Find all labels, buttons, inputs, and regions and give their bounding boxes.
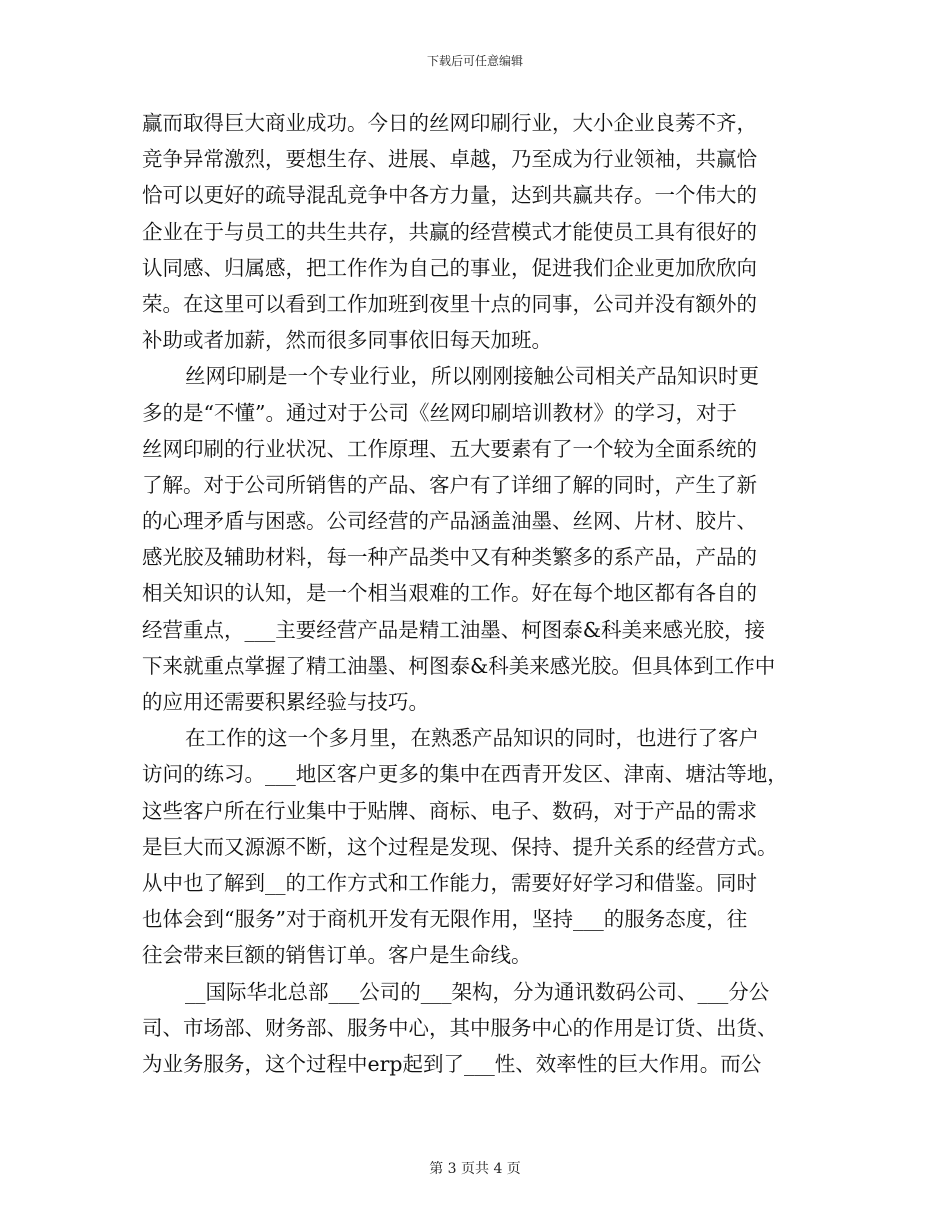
text-line: 这些客户所在行业集中于贴牌、商标、电子、数码，对于产品的需求 — [142, 798, 757, 823]
text-line: 经营重点，___主要经营产品是精工油墨、柯图泰&科美来感光胶，接 — [142, 617, 765, 642]
text-line: 丝网印刷是一个专业行业，所以刚刚接触公司相关产品知识时更 — [185, 364, 759, 389]
paragraph — [142, 720, 814, 973]
text-line: 访问的练习。___地区客户更多的集中在西青开发区、津南、塘沽等地， — [142, 762, 788, 787]
text-line: 往会带来巨额的销售订单。客户是生命线。 — [142, 943, 532, 968]
paragraph — [142, 974, 814, 1083]
text-line: 多的是“不懂”。通过对于公司《丝网印刷培训教材》的学习，对于 — [142, 400, 737, 425]
text-line: 丝网印刷的行业状况、工作原理、五大要素有了一个较为全面系统的 — [142, 436, 757, 461]
text-line: 的心理矛盾与困惑。公司经营的产品涵盖油墨、丝网、片材、胶片、 — [142, 509, 757, 534]
text-line: 了解。对于公司所销售的产品、客户有了详细了解的同时，产生了新 — [142, 472, 757, 497]
text-line: 的应用还需要积累经验与技巧。 — [142, 690, 429, 714]
text-line: 下来就重点掌握了精工油墨、柯图泰&科美来感光胶。但具体到工作中 — [142, 653, 776, 678]
text-line: 司、市场部、财务部、服务中心，其中服务中心的作用是订货、出货、 — [142, 1015, 778, 1040]
document-body — [142, 105, 814, 1082]
text-line: 为业务服务，这个过程中erp起到了___性、效率性的巨大作用。而公 — [142, 1051, 762, 1076]
text-line: __国际华北总部___公司的___架构，分为通讯数码公司、___分公 — [185, 979, 770, 1004]
text-line: 荣。在这里可以看到工作加班到夜里十点的同事，公司并没有额外的 — [142, 291, 757, 316]
text-line: 赢而取得巨大商业成功。今日的丝网印刷行业，大小企业良莠不齐， — [142, 111, 757, 135]
text-line: 认同感、归属感，把工作作为自己的事业，促进我们企业更加欣欣向 — [142, 255, 757, 280]
text-line: 在工作的这一个多月里，在熟悉产品知识的同时，也进行了客户 — [185, 726, 759, 751]
paragraph — [142, 358, 814, 720]
page-footer: 第 3 页共 4 页 — [429, 1161, 521, 1177]
text-line: 也体会到“服务”对于商机开发有无限作用，坚持___的服务态度，往 — [142, 907, 748, 932]
text-line: 从中也了解到__的工作方式和工作能力，需要好好学习和借鉴。同时 — [142, 870, 757, 895]
text-line: 企业在于与员工的共生共存，共赢的经营模式才能使员工具有很好的 — [142, 219, 757, 244]
text-line: 竞争异常激烈，要想生存、进展、卓越，乃至成为行业领袖，共赢恰 — [142, 147, 757, 172]
text-line: 感光胶及辅助材料，每一种产品类中又有种类繁多的系产品，产品的 — [142, 545, 757, 570]
text-line: 补助或者加薪，然而很多同事依旧每天加班。 — [142, 328, 552, 353]
page-header: 下载后可任意编辑 — [426, 54, 523, 68]
paragraph — [142, 105, 814, 358]
text-line: 恰可以更好的疏导混乱竞争中各方力量，达到共赢共存。一个伟大的 — [142, 183, 757, 208]
text-line: 是巨大而又源源不断，这个过程是发现、保持、提升关系的经营方式。 — [142, 834, 778, 859]
text-line: 相关知识的认知，是一个相当艰难的工作。好在每个地区都有各自的 — [142, 581, 757, 606]
